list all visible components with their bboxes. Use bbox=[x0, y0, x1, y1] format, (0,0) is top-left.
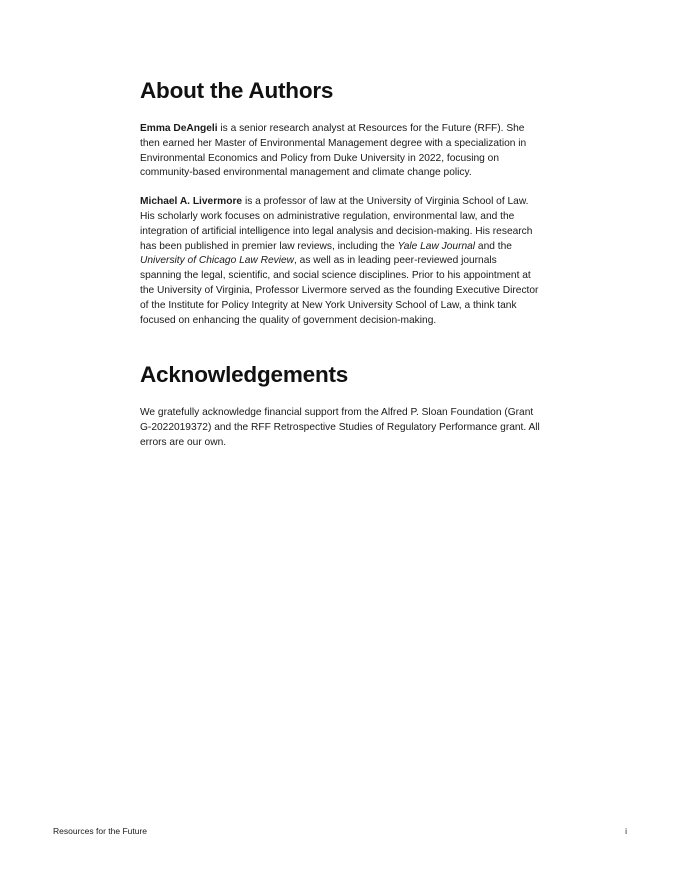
acknowledgements-heading: Acknowledgements bbox=[140, 362, 349, 388]
author-bio-text-3: , as well as in leading peer-reviewed journals spanning the legal, scientific, and social science disciplines. Prior to his appointment at the University of Virginia, Professor Livermore served as the founding Executive Director of the Institute for Policy Integrity at New York University School of Law, a think tank focused on enhancing the quality of government decision-making. bbox=[140, 255, 539, 326]
author-bio-text-1: is a professor of law at the University of Virginia School of Law. His scholarly work focuses on administrative regulation, environmental law, and the integration of artificial intelligence into legal analysis and decision-making. His research has been published in premier law reviews, including the bbox=[140, 196, 533, 252]
authors-heading: About the Authors bbox=[140, 78, 334, 103]
author-bio-deangeli bbox=[140, 122, 540, 181]
page-number: i bbox=[625, 826, 627, 836]
journal-title-yale: Yale Law Journal bbox=[397, 240, 476, 252]
author-name-deangeli: Emma DeAngeli bbox=[140, 123, 218, 134]
footer-organization: Resources for the Future bbox=[53, 826, 148, 836]
author-bio-text-2: and the bbox=[475, 240, 512, 252]
acknowledgements-text: We gratefully acknowledge financial support from the Alfred P. Sloan Foundation (Grant G-2022019372) and the RFF Retrospective Studies of Regulatory Performance grant. All errors are our own. bbox=[140, 407, 540, 448]
journal-title-chicago: University of Chicago Law Review bbox=[140, 255, 295, 267]
author-bio-text-deangeli: is a senior research analyst at Resources for the Future (RFF). She then earned her Master of Environmental Management degree with a specialization in Environmental Economics and Policy from Duke University in 2022, focusing on community-based environmental management and climate change policy. bbox=[140, 123, 527, 179]
main-content bbox=[140, 76, 540, 451]
author-name-livermore: Michael A. Livermore bbox=[140, 196, 243, 208]
author-bio-livermore bbox=[140, 195, 540, 328]
